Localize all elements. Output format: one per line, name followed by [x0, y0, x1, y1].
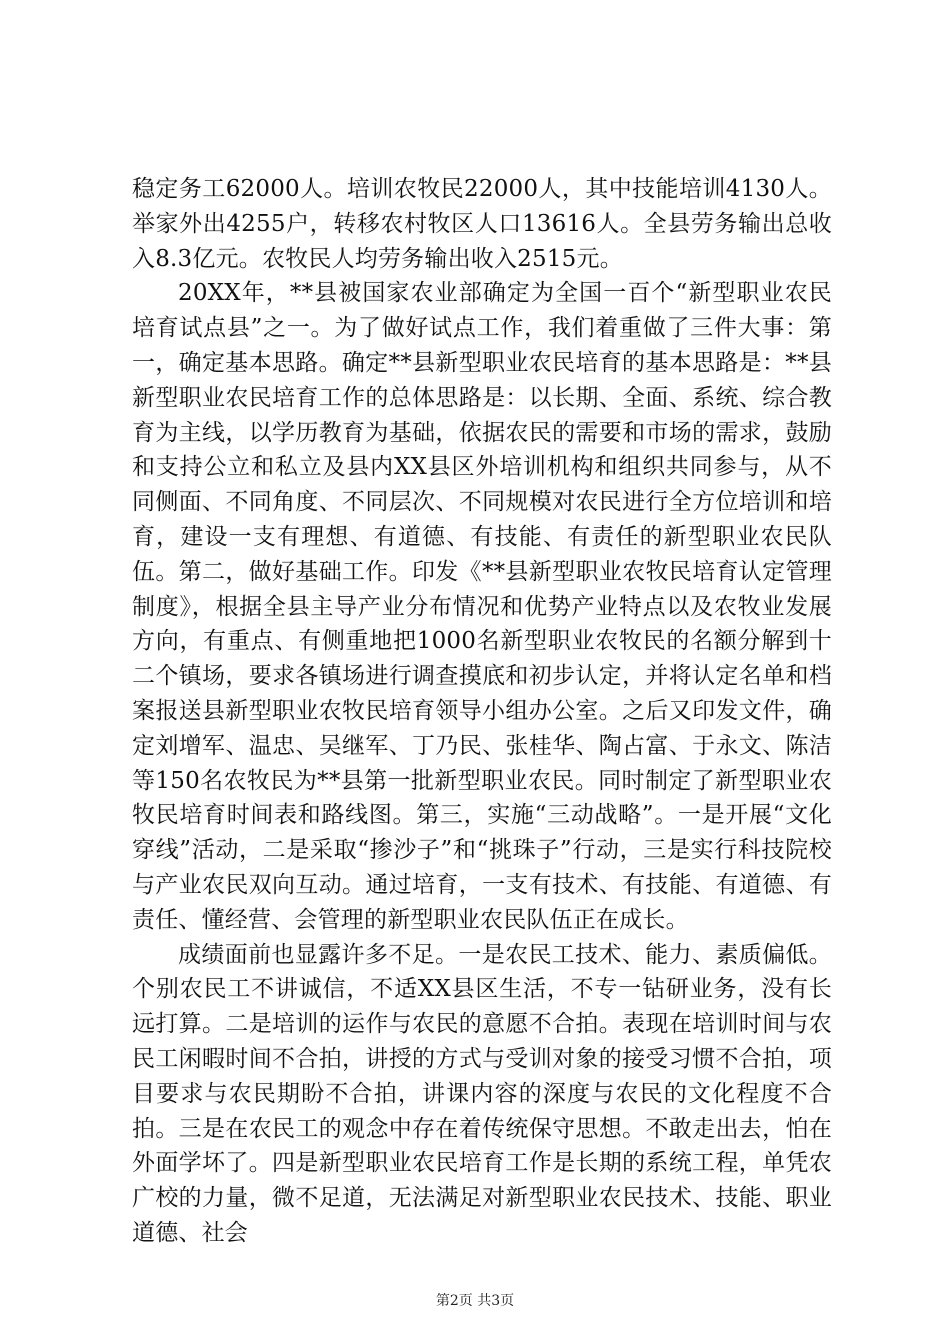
body-text	[132, 172, 832, 1251]
paragraph-1: 稳定务工62000人。培训农牧民22000人，其中技能培训4130人。举家外出4255户，转移农村牧区人口13616人。全县劳务输出总收入8.3亿元。农牧民人均劳务输出收入2515元。	[132, 176, 832, 272]
page-footer: 第2页 共3页	[435, 1293, 515, 1309]
paragraph-2: 20XX年，**县被国家农业部确定为全国一百个“新型职业农民培育试点县”之一。为了做好试点工作，我们着重做了三件大事：第一，确定基本思路。确定**县新型职业农民培育的基本思路是：**县新型职业农民培育工作的总体思路是：以长期、全面、系统、综合教育为主线，以学历教育为基础，依据农民的需要和市场的需求，鼓励和支持公立和私立及县内XX县区外培训机构和组织共同参与，从不同侧面、不同角度、不同层次、不同规模对农民进行全方位培训和培育，建设一支有理想、有道德、有技能、有责任的新型职业农民队伍。第二，做好基础工作。印发《**县新型职业农牧民培育认定管理制度》，根据全县主导产业分布情况和优势产业特点以及农牧业发展方向，有重点、有侧重地把1000名新型职业农牧民的名额分解到十二个镇场，要求各镇场进行调查摸底和初步认定，并将认定名单和档案报送县新型职业农牧民培育领导小组办公室。之后又印发文件，确定刘增军、温忠、吴继军、丁乃民、张桂华、陶占富、于永文、陈洁等150名农牧民为**县第一批新型职业农民。同时制定了新型职业农牧民培育时间表和路线图。第三，实施“三动战略”。一是开展“文化穿线”活动，二是采取“掺沙子”和“挑珠子”行动，三是实行科技院校与产业农民双向互动。通过培育，一支有技术、有技能、有道德、有责任、懂经营、会管理的新型职业农民队伍正在成长。	[132, 280, 832, 933]
paragraph-3: 成绩面前也显露许多不足。一是农民工技术、能力、素质偏低。个别农民工不讲诚信，不适XX县区生活，不专一钻研业务，没有长远打算。二是培训的运作与农民的意愿不合拍。表现在培训时间与农民工闲暇时间不合拍，讲授的方式与受训对象的接受习惯不合拍，项目要求与农民期盼不合拍，讲课内容的深度与农民的文化程度不合拍。三是在农民工的观念中存在着传统保守思想。不敢走出去，怕在外面学坏了。四是新型职业农民培育工作是长期的系统工程，单凭农广校的力量，微不足道，无法满足对新型职业农民技术、技能、职业道德、社会	[132, 941, 832, 1246]
